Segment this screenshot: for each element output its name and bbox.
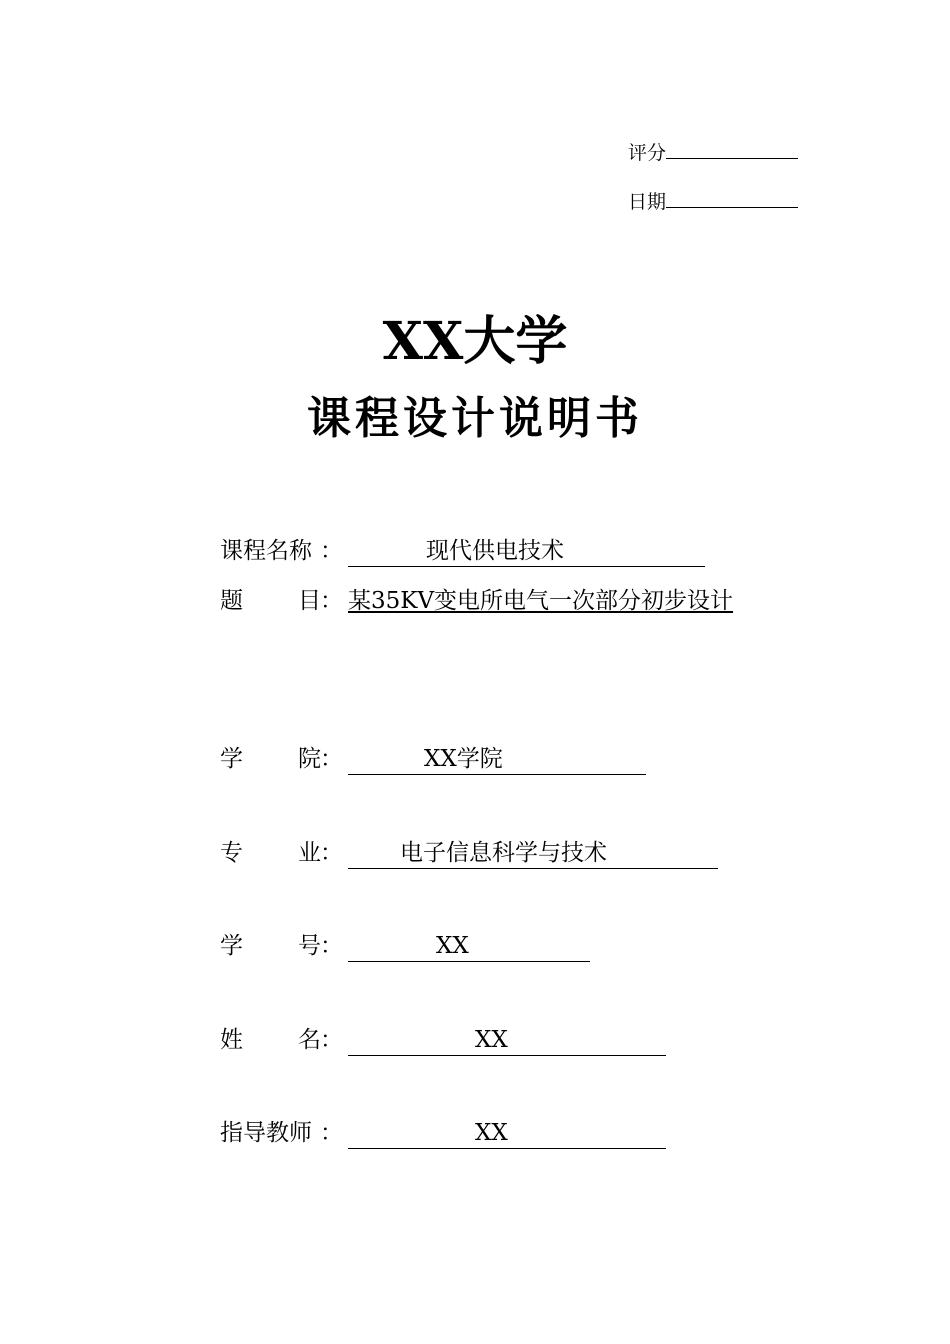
student-id-field[interactable] xyxy=(348,931,590,962)
score-blank[interactable] xyxy=(666,138,798,159)
university-title: XX大学 xyxy=(382,311,568,372)
date-blank[interactable] xyxy=(666,187,798,208)
major-label: 专 业 xyxy=(220,840,321,866)
score-line xyxy=(628,138,798,166)
student-id-colon: ： xyxy=(320,933,343,959)
name-label: 姓 名 xyxy=(220,1027,321,1053)
topic-label: 题 目 xyxy=(220,588,321,614)
course-colon: ： xyxy=(320,538,343,564)
major-colon: ： xyxy=(320,840,343,866)
topic-colon: ： xyxy=(320,588,343,614)
name-value: XX xyxy=(475,1027,508,1053)
advisor-label: 指导教师 xyxy=(220,1120,312,1146)
date-label: 日期 xyxy=(628,191,667,213)
score-label: 评分 xyxy=(628,142,667,164)
name-colon: ： xyxy=(320,1027,343,1053)
college-colon: ： xyxy=(320,746,343,772)
document-title: 课程设计说明书 xyxy=(307,393,643,444)
student-id-value: XX xyxy=(436,933,469,959)
major-value: 电子信息科学与技术 xyxy=(400,840,607,866)
college-value: XX学院 xyxy=(424,746,503,772)
advisor-colon: ： xyxy=(320,1120,343,1146)
course-label: 课程名称 xyxy=(220,538,312,564)
date-line xyxy=(628,187,798,215)
college-label: 学 院 xyxy=(220,746,321,772)
student-id-label: 学 号 xyxy=(220,933,321,959)
topic-value[interactable]: 某35KV变电所电气一次部分初步设计 xyxy=(348,588,734,614)
advisor-value: XX xyxy=(475,1120,508,1146)
course-value: 现代供电技术 xyxy=(426,538,564,564)
